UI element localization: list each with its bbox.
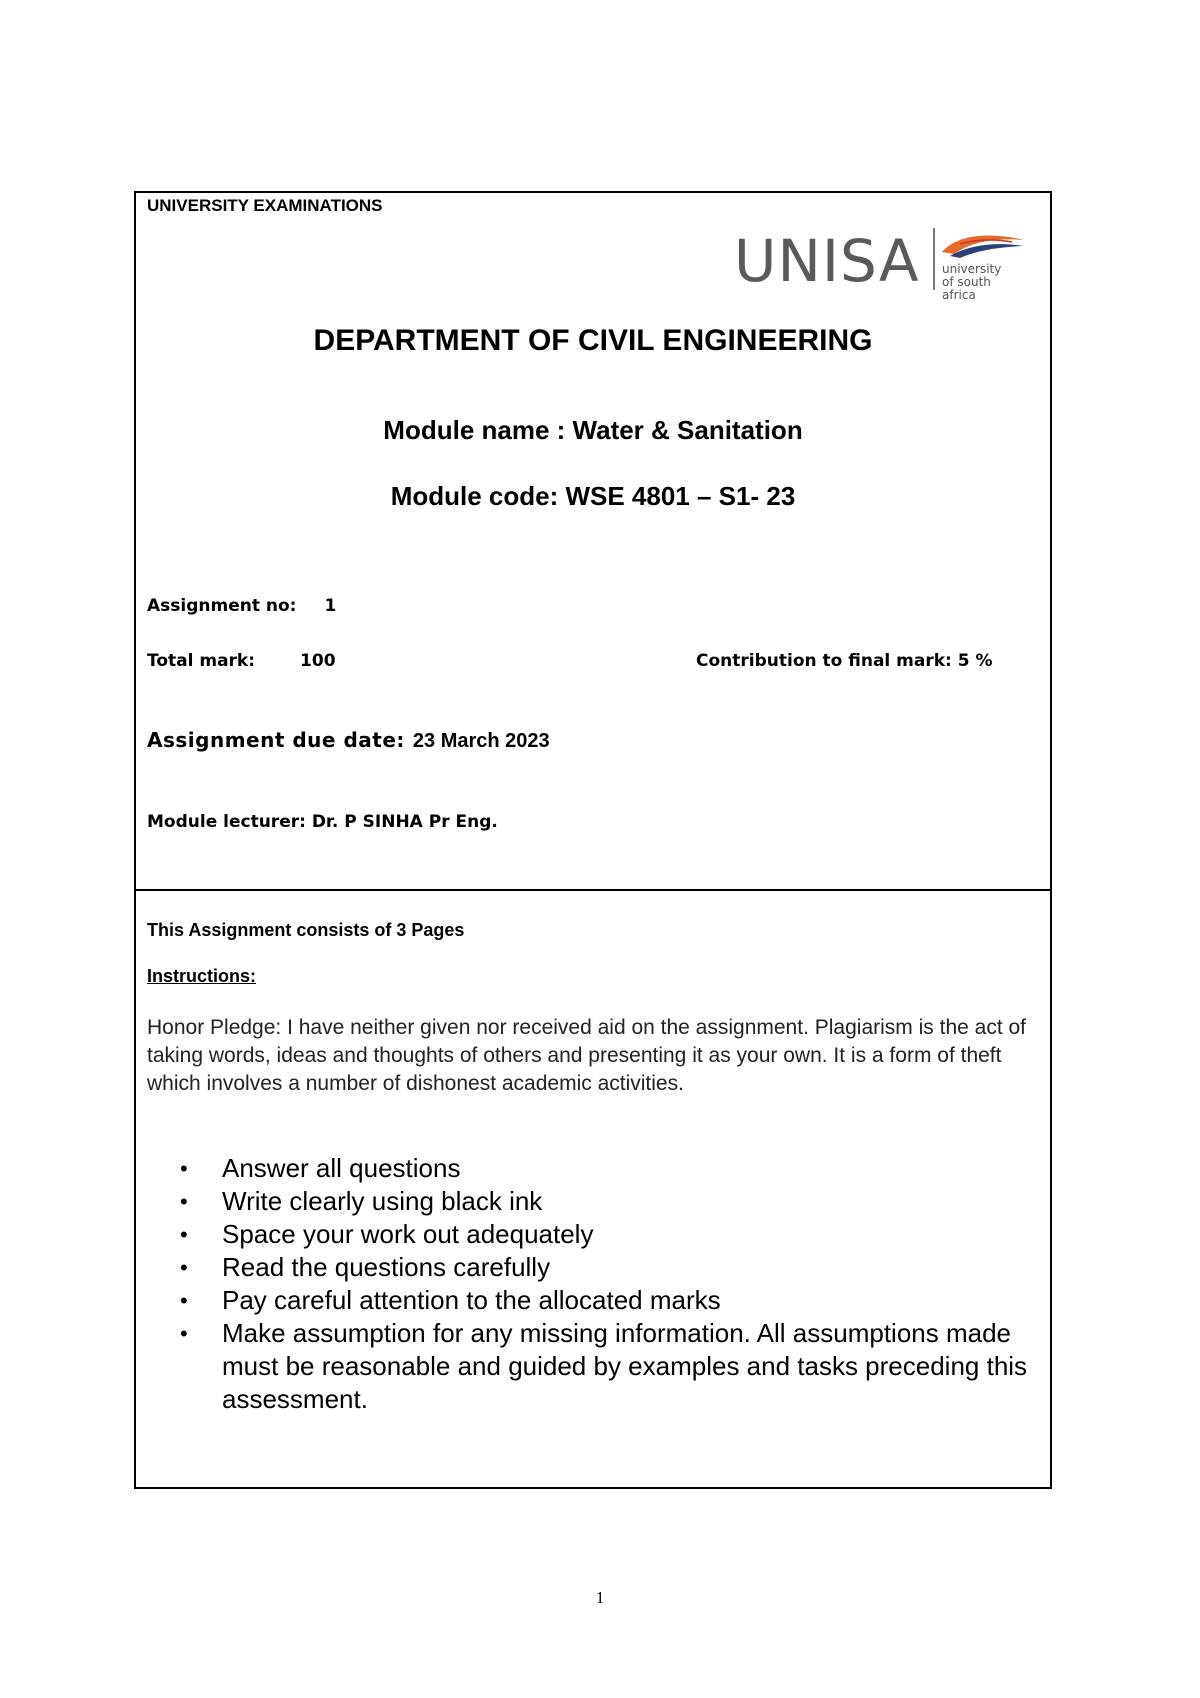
honor-pledge-text: Honor Pledge: I have neither given nor received aid on the assignment. Plagiarism is the act of taking words, ideas and thoughts of others and presenting it as your own. It is a form of theft which involves a number of dishonest academic activities. [147, 1016, 1026, 1095]
total-mark-value: 100 [300, 651, 336, 671]
total-mark-label: Total mark: [147, 651, 256, 671]
assignment-number-value: 1 [324, 596, 337, 616]
assignment-number-label: Assignment no: [147, 596, 297, 616]
contribution-to-final-mark: Contribution to final mark: 5 % [696, 651, 993, 671]
logo-tagline: university of south africa [942, 262, 1002, 302]
instruction-list [176, 1152, 1036, 1416]
page-number: 1 [595, 1588, 605, 1607]
module-name: Module name : Water & Sanitation [383, 415, 803, 445]
unisa-logo [734, 227, 1026, 302]
due-date-label: Assignment due date: [147, 728, 405, 752]
logo-divider [933, 228, 935, 290]
list-item: • Write clearly using black ink [176, 1185, 1036, 1218]
assignment-number-row [147, 596, 336, 616]
cover-cell [136, 193, 1050, 891]
logo-wordmark: UNISA [734, 227, 920, 295]
logo-swoosh-icon [940, 230, 1026, 260]
list-item: • Pay careful attention to the allocated marks [176, 1284, 1036, 1317]
instructions-cell [136, 891, 1050, 1487]
list-item: • Make assumption for any missing information. All assumptions made must be reasonable and guided by examples and tasks preceding this assessment. [176, 1317, 1036, 1416]
exam-cover-table [134, 191, 1052, 1489]
list-item: • Space your work out adequately [176, 1218, 1036, 1251]
list-item: • Read the questions carefully [176, 1251, 1036, 1284]
instructions-heading: Instructions: [147, 966, 257, 986]
department-title: DEPARTMENT OF CIVIL ENGINEERING [313, 324, 873, 357]
list-item: • Answer all questions [176, 1152, 1036, 1185]
module-code: Module code: WSE 4801 – S1- 23 [390, 481, 796, 511]
due-date-value: 23 March 2023 [412, 730, 550, 752]
university-examinations-label: UNIVERSITY EXAMINATIONS [147, 196, 383, 215]
due-date-row [147, 728, 550, 753]
total-mark-row [147, 651, 336, 671]
page-count-note: This Assignment consists of 3 Pages [147, 920, 465, 940]
module-lecturer: Module lecturer: Dr. P SINHA Pr Eng. [147, 812, 498, 832]
